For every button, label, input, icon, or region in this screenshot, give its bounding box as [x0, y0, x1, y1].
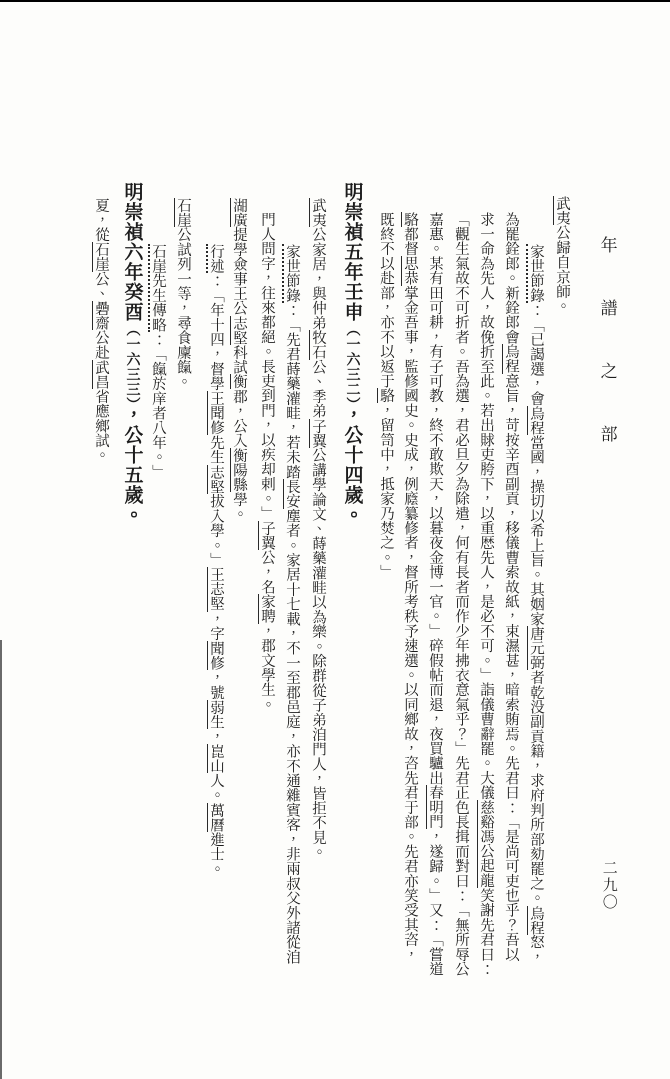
- plain-text: 求一命為先人，故俛折至此。若出賕吏胯下，以重厯先人，是必不可。」詣儀曹辭罷。大儀: [478, 212, 495, 800]
- plain-text: 先生: [208, 435, 225, 465]
- plain-text: 既終不以赴部，亦不以返于: [378, 212, 395, 389]
- plain-text: 為罷銓郎。新銓郎會: [503, 212, 520, 345]
- plain-text: 拔入學。」: [208, 493, 225, 568]
- proper-noun-marked-text: 聞修: [208, 640, 225, 671]
- plain-text: 省應鄉試。: [93, 389, 110, 463]
- plain-text: ：「先君蒔藥灌畦，若未踏: [284, 302, 301, 480]
- plain-text: 科試: [231, 345, 248, 375]
- proper-noun-marked-text: 烏程: [528, 405, 545, 436]
- plain-text: ：「年十四，督學: [208, 273, 225, 392]
- plain-text: （一六三三）: [124, 322, 140, 405]
- plain-text: ：「已謁選，會: [528, 302, 545, 406]
- year-header-chongzhen-6-1633: [118, 182, 146, 525]
- plain-text: ，: [208, 729, 225, 744]
- proper-noun-marked-text: 志堅: [231, 315, 248, 346]
- plain-text: 進士。: [208, 832, 225, 877]
- plain-text: ，號: [208, 670, 225, 700]
- proper-noun-marked-text: 礨齋: [93, 300, 110, 331]
- plain-text: 掌金吾事，監修國史。史成，例廕纂修者，督所考秩予速選。以同鄉故，咨先君于部。先君亦笑受其咨，: [402, 285, 419, 962]
- plain-text: 怒，: [528, 934, 545, 965]
- text-column-shiya-zhuanlue-quote: [147, 244, 168, 479]
- text-column-jiashi-jielu-quote-1: [525, 244, 546, 964]
- scan-top-edge: [0, 0, 670, 2]
- plain-text: 明崇禎五年壬申: [341, 182, 363, 322]
- text-column-quote-continuation-2: [475, 212, 496, 976]
- proper-noun-marked-text: 烏程: [503, 344, 520, 374]
- text-column-quote-continuation-5: [399, 212, 420, 962]
- page-number: 二九〇: [600, 860, 617, 911]
- book-title-marked-text: 石崖先生傳略: [150, 244, 167, 333]
- plain-text: 都督: [402, 226, 419, 257]
- book-title-marked-text: 家世節錄: [528, 244, 545, 303]
- proper-noun-marked-text: 長安: [284, 479, 301, 509]
- proper-noun-marked-text: 駱: [402, 212, 419, 227]
- plain-text: 笑謝先君曰：: [478, 888, 495, 977]
- book-title-marked-text: 家世節錄: [284, 244, 301, 303]
- proper-noun-marked-text: 王聞修: [208, 391, 225, 436]
- plain-text: ，郡文學生。: [259, 623, 276, 712]
- text-column-event-school-exam: [228, 198, 249, 521]
- running-head-section-title: 年譜之部: [597, 236, 617, 488]
- year-header-chongzhen-5-1632: [338, 182, 366, 525]
- plain-text: 「觀生氣故不可折者。吾為選，君必旦夕為除遣，何有長者而作少年拂衣意氣乎？」先君正色長揖而對曰：「無所辱公: [453, 212, 470, 977]
- proper-noun-marked-text: 萬曆: [208, 802, 225, 833]
- proper-noun-marked-text: 烏程: [528, 905, 545, 935]
- proper-noun-marked-text: 武夷: [310, 198, 327, 228]
- proper-noun-marked-text: 弱生: [208, 699, 225, 730]
- plain-text: ，字: [208, 611, 225, 641]
- proper-noun-marked-text: 春明門: [427, 785, 444, 830]
- plain-text: 學。: [231, 492, 248, 522]
- proper-noun-marked-text: 石崖: [93, 242, 110, 272]
- plain-text: 門人問字，往來都絕。長吏到門，以疾却剌。」: [259, 212, 276, 521]
- proper-noun-marked-text: 思恭: [402, 256, 419, 286]
- proper-noun-marked-text: 石崖: [175, 198, 192, 228]
- proper-noun-marked-text: 武昌: [93, 359, 110, 390]
- proper-noun-marked-text: 駱: [378, 388, 395, 404]
- proper-noun-marked-text: 志堅: [208, 464, 225, 494]
- text-column-event-shiya-exam: [172, 198, 193, 389]
- text-column-quote-continuation-1: [500, 212, 521, 962]
- plain-text: ，留笥中，抵家乃焚之。」: [378, 403, 395, 580]
- plain-text: 嘉惠。某有田可耕，有子可教，終不敢欺天，以暮夜金博一官。」碎假帖而退，夜買驢出: [427, 212, 444, 786]
- proper-noun-marked-text: 牧石: [310, 330, 327, 360]
- plain-text: （一六三二）: [344, 322, 360, 405]
- plain-text: 公家居，與仲弟: [310, 227, 327, 331]
- plain-text: 人。: [208, 773, 225, 803]
- proper-noun-marked-text: 家聘: [259, 594, 276, 624]
- plain-text: 公、季弟: [310, 359, 327, 419]
- plain-text: 者乾没副貢籍，求府判所部劾罷之。: [528, 670, 545, 906]
- plain-text: 公、: [93, 271, 110, 301]
- proper-noun-marked-text: 王志堅: [208, 567, 225, 612]
- text-column-quote-continuation-6: [375, 212, 396, 580]
- plain-text: 郡，公入: [231, 389, 248, 448]
- plain-text: ，遂歸。」又：「嘗道: [427, 829, 444, 977]
- plain-text: 公，名: [259, 550, 276, 595]
- text-column-event-wuyi-returns: [551, 196, 572, 314]
- plain-text: 公試列一等，尋食廩餼。: [175, 227, 192, 390]
- proper-noun-marked-text: 崑山: [208, 743, 225, 774]
- proper-noun-marked-text: 慈谿: [478, 800, 495, 830]
- proper-noun-marked-text: 衡: [231, 374, 248, 390]
- plain-text: 公赴: [93, 330, 110, 360]
- plain-text: 當國，操切以希上旨。其姻家: [528, 435, 545, 627]
- plain-text: 公講學論文、蒔藥灌畦以為樂。除群從子弟洎門人，皆拒不見。: [310, 447, 327, 860]
- proper-noun-marked-text: 子翼: [259, 520, 276, 551]
- text-column-quote-continuation-3: [450, 212, 471, 976]
- proper-noun-marked-text: 武夷: [554, 196, 571, 226]
- text-column-quote-continuation-7: [256, 212, 277, 712]
- plain-text: 明崇禎六年癸酉: [121, 182, 143, 322]
- text-column-quote-continuation-4: [424, 212, 445, 976]
- plain-text: 提學僉事王公: [231, 227, 248, 316]
- plain-text: 塵者。家居十七載，不一至郡邑庭，亦不通雜賓客，非兩叔父外諸從洎: [284, 508, 301, 965]
- plain-text: 意旨，苛按辛酉副貢，移儀曹索故紙，束濕甚，暗索賄焉。先君曰：「是尚可吏也乎？吾以: [503, 373, 520, 962]
- text-column-xingshu-quote: [205, 244, 226, 876]
- proper-noun-marked-text: 子翼: [310, 418, 327, 448]
- plain-text: ，公十五歲。: [121, 405, 143, 525]
- plain-text: 公歸自京師。: [554, 225, 571, 314]
- book-title-marked-text: 行述: [208, 244, 225, 274]
- proper-noun-marked-text: 唐元弼: [528, 626, 545, 671]
- plain-text: 夏，從: [93, 198, 110, 243]
- plain-text: ，公十四歲。: [341, 405, 363, 525]
- text-column-event-wuyi-at-home: [307, 198, 328, 860]
- scan-left-edge: [0, 640, 2, 1079]
- plain-text: ：「餼於庠者八年。」: [150, 332, 167, 480]
- proper-noun-marked-text: 衡陽縣: [231, 447, 248, 493]
- text-column-event-wuchang-trip: [90, 198, 111, 463]
- text-column-jiashi-jielu-quote-2: [281, 244, 302, 964]
- proper-noun-marked-text: 湖廣: [231, 198, 248, 228]
- proper-noun-marked-text: 馮公起龍: [478, 829, 495, 889]
